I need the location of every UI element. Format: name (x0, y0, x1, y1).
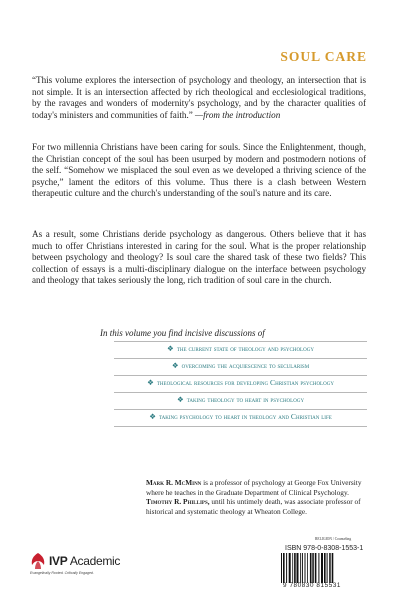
isbn: ISBN 978-0-8308-1553-1 (285, 545, 364, 552)
author-bio-text: is a professor of psychology at George Fox University where he teaches in the Graduate Department of Clinical Psychology. (146, 478, 362, 497)
publisher-name: IVP Academic (49, 554, 121, 568)
barcode-bar (327, 553, 328, 583)
publisher-tagline: Evangelically Rooted. Critically Engaged. (30, 571, 94, 575)
barcode-bar (318, 553, 319, 583)
barcode-bar (307, 553, 308, 583)
divider (114, 426, 367, 427)
book-title: SOUL CARE (280, 49, 367, 64)
barcode-bar (324, 553, 326, 583)
barcode-bar (329, 553, 331, 583)
quote-text: “This volume explores the intersection of psychology and theology, an intersection that is not simple. It is an intersection affected by rich theological and ecclesiological traditions, by the ravages and wonders of modernity's psychology, and by the character qualities of today's ministers and communities of faith.” (32, 75, 366, 120)
barcode-bar (281, 553, 282, 583)
publisher-logo-icon (29, 552, 47, 570)
barcode-bar (321, 553, 323, 583)
discussion-label: theological resources for developing Christian psychology (156, 378, 334, 387)
category-label: RELIGION / Counseling (315, 537, 352, 541)
barcode-bar (283, 553, 285, 583)
author-name: Timothy R. Phillips, (146, 497, 210, 507)
divider (114, 375, 367, 376)
barcode-bar (300, 553, 301, 583)
discussion-item (114, 378, 367, 388)
barcode-bar (289, 553, 291, 583)
ornament-icon: ❖ (171, 361, 179, 370)
description-paragraph-2: As a result, some Christians deride psychology as dangerous. Others believe that it has much to offer Christians interested in caring for the soul. What is the proper relationship between psychology and theology? Is soul care the shared task of these two fields? This collection of essays is a multi-disciplinary dialogue on the interface between psychology and theology that takes seriously the long, rich tradition of soul care in the church. (32, 229, 366, 286)
discussion-item (114, 412, 367, 422)
ornament-icon: ❖ (167, 344, 174, 353)
discussion-label: taking psychology to heart in theology and Christian life (159, 412, 332, 421)
discussion-label: taking theology to heart in psychology (186, 395, 305, 404)
author-bio-text: until his untimely death, was associate professor of historical and systematic theology at Wheaton College. (146, 497, 361, 516)
divider (114, 409, 367, 410)
barcode-bar (315, 553, 317, 583)
intro-quote (32, 75, 366, 121)
discussion-label: the current state of theology and psychology (176, 344, 314, 353)
barcode-bar (292, 553, 293, 583)
discussions-intro: In this volume you find incisive discussions of (100, 328, 265, 338)
description-paragraph-1: For two millennia Christians have been caring for souls. Since the Enlightenment, though, the Christian concept of the soul has been usurped by modern and postmodern notions of the self. “Somehow we misplaced the soul even as we developed a thriving science of the psyche,” lament the editors of this volume. Thus there is a clash between Western therapeutic culture and the church's understanding of the soul's nature and its care. (32, 142, 366, 199)
discussion-item (114, 344, 367, 354)
discussion-label: overcoming the acquiescence to secularism (181, 361, 310, 370)
discussion-item (114, 395, 367, 405)
author-bio (146, 478, 368, 516)
barcode-bar (310, 553, 312, 583)
divider (114, 358, 367, 359)
barcode-bar (332, 553, 334, 583)
divider (114, 392, 367, 393)
divider (114, 341, 367, 342)
ornament-icon: ❖ (149, 412, 156, 421)
barcode-bar (297, 553, 299, 583)
author-name: Mark R. McMinn (146, 478, 202, 487)
barcode-bar (294, 553, 296, 583)
quote-attribution: —from the introduction (195, 109, 281, 120)
ornament-icon: ❖ (147, 378, 154, 387)
barcode-number: 9 780830 815531 (283, 582, 342, 589)
discussion-item (114, 361, 367, 371)
ornament-icon: ❖ (176, 395, 184, 404)
barcode-bar (312, 553, 314, 583)
barcode-bar (286, 553, 287, 583)
barcode (280, 553, 366, 583)
barcode-bar (305, 553, 306, 583)
barcode-bar (302, 553, 303, 583)
